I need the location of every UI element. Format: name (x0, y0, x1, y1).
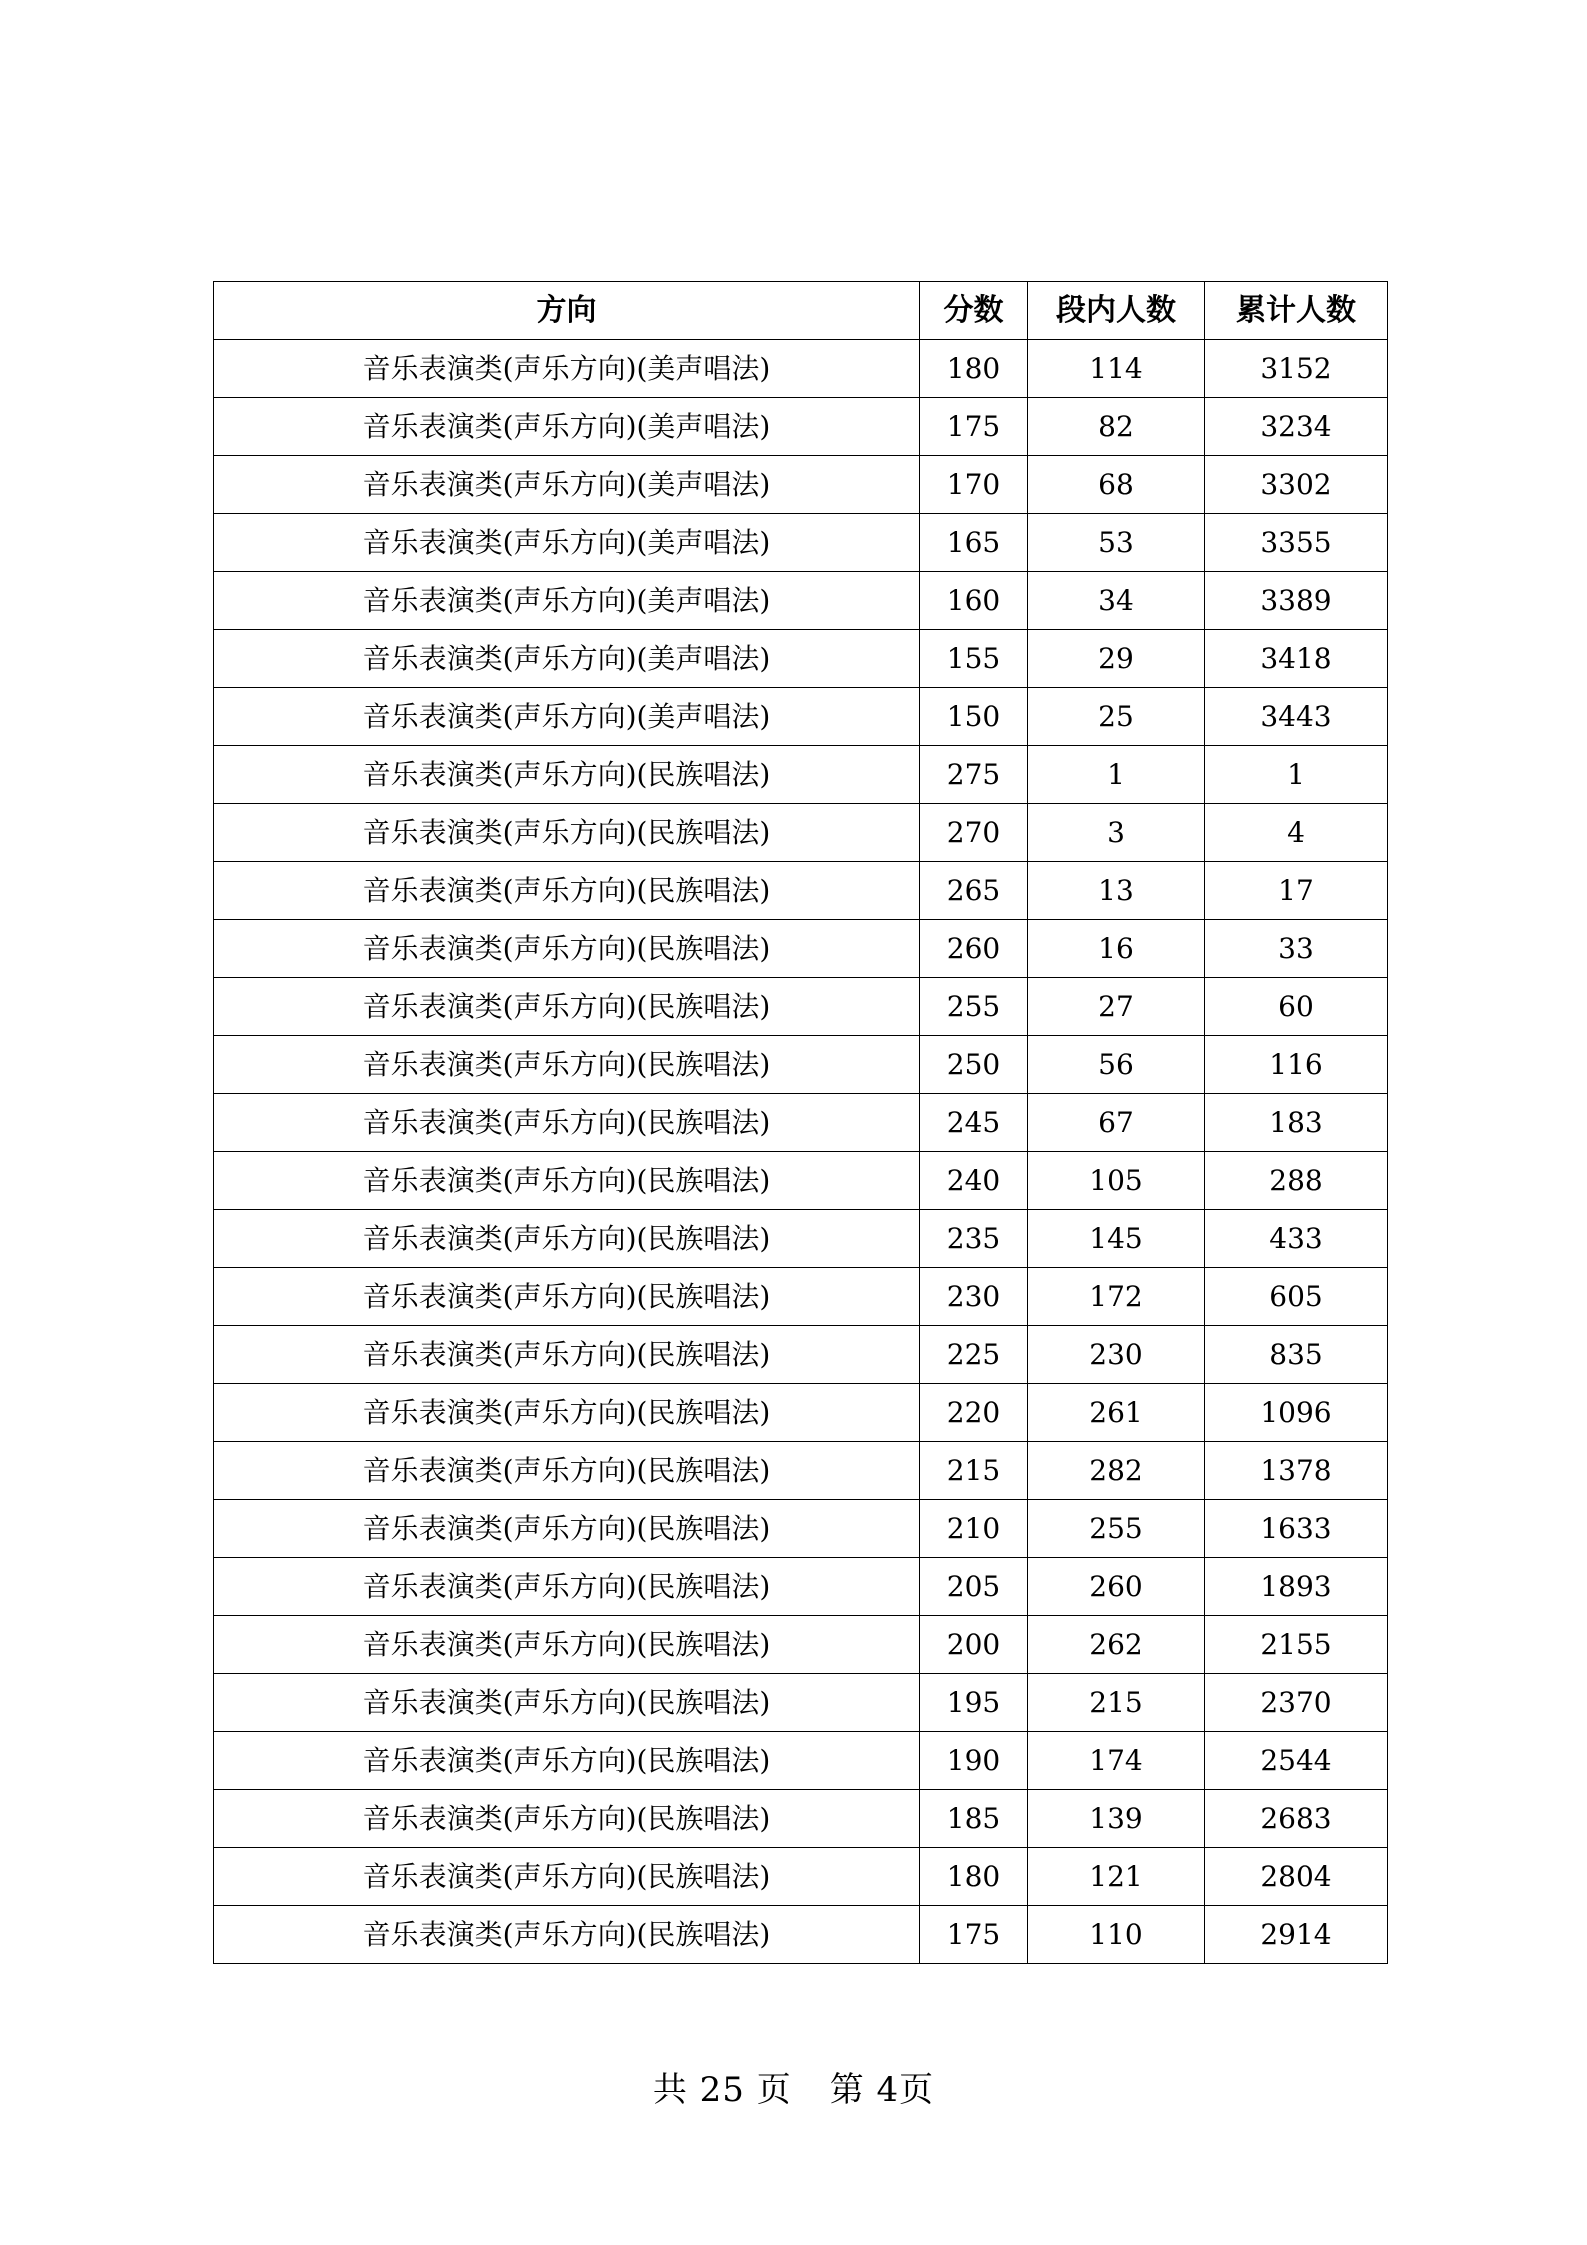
cell-score: 170 (920, 456, 1028, 514)
cell-segment-count: 215 (1028, 1674, 1205, 1732)
cell-direction: 音乐表演类(声乐方向)(民族唱法) (214, 1848, 920, 1906)
cell-segment-count: 174 (1028, 1732, 1205, 1790)
cell-cumulative-count: 17 (1205, 862, 1388, 920)
table-row (214, 572, 1388, 630)
cell-cumulative-count: 2683 (1205, 1790, 1388, 1848)
cell-direction: 音乐表演类(声乐方向)(美声唱法) (214, 514, 920, 572)
table-row (214, 1384, 1388, 1442)
cell-direction: 音乐表演类(声乐方向)(民族唱法) (214, 978, 920, 1036)
cell-score: 230 (920, 1268, 1028, 1326)
cell-segment-count: 260 (1028, 1558, 1205, 1616)
cell-direction: 音乐表演类(声乐方向)(民族唱法) (214, 1094, 920, 1152)
table-row (214, 1616, 1388, 1674)
cell-cumulative-count: 3443 (1205, 688, 1388, 746)
table-row (214, 746, 1388, 804)
cell-score: 265 (920, 862, 1028, 920)
cell-cumulative-count: 2914 (1205, 1906, 1388, 1964)
table-row (214, 514, 1388, 572)
cell-segment-count: 282 (1028, 1442, 1205, 1500)
cell-direction: 音乐表演类(声乐方向)(民族唱法) (214, 1558, 920, 1616)
table-row (214, 804, 1388, 862)
cell-cumulative-count: 3389 (1205, 572, 1388, 630)
cell-cumulative-count: 433 (1205, 1210, 1388, 1268)
cell-direction: 音乐表演类(声乐方向)(民族唱法) (214, 1384, 920, 1442)
cell-direction: 音乐表演类(声乐方向)(民族唱法) (214, 1152, 920, 1210)
cell-segment-count: 53 (1028, 514, 1205, 572)
cell-direction: 音乐表演类(声乐方向)(美声唱法) (214, 630, 920, 688)
cell-cumulative-count: 3302 (1205, 456, 1388, 514)
cell-score: 165 (920, 514, 1028, 572)
cell-cumulative-count: 3152 (1205, 340, 1388, 398)
table-row (214, 1674, 1388, 1732)
header-segment-count: 段内人数 (1028, 282, 1205, 340)
cell-cumulative-count: 2804 (1205, 1848, 1388, 1906)
table-row (214, 456, 1388, 514)
total-pages: 共 25 页 (652, 2070, 792, 2110)
cell-segment-count: 25 (1028, 688, 1205, 746)
cell-cumulative-count: 2155 (1205, 1616, 1388, 1674)
cell-score: 215 (920, 1442, 1028, 1500)
header-direction: 方向 (214, 282, 920, 340)
cell-cumulative-count: 3234 (1205, 398, 1388, 456)
cell-segment-count: 68 (1028, 456, 1205, 514)
cell-cumulative-count: 1096 (1205, 1384, 1388, 1442)
cell-direction: 音乐表演类(声乐方向)(民族唱法) (214, 1732, 920, 1790)
cell-direction: 音乐表演类(声乐方向)(民族唱法) (214, 1210, 920, 1268)
cell-score: 270 (920, 804, 1028, 862)
cell-cumulative-count: 3418 (1205, 630, 1388, 688)
page-footer (0, 2062, 1587, 2111)
cell-cumulative-count: 60 (1205, 978, 1388, 1036)
cell-cumulative-count: 605 (1205, 1268, 1388, 1326)
cell-segment-count: 3 (1028, 804, 1205, 862)
cell-direction: 音乐表演类(声乐方向)(美声唱法) (214, 572, 920, 630)
cell-direction: 音乐表演类(声乐方向)(民族唱法) (214, 804, 920, 862)
cell-segment-count: 262 (1028, 1616, 1205, 1674)
cell-direction: 音乐表演类(声乐方向)(美声唱法) (214, 456, 920, 514)
cell-cumulative-count: 1 (1205, 746, 1388, 804)
current-page: 第 4页 (829, 2070, 935, 2110)
cell-segment-count: 34 (1028, 572, 1205, 630)
table-row (214, 1268, 1388, 1326)
table-row (214, 688, 1388, 746)
cell-direction: 音乐表演类(声乐方向)(民族唱法) (214, 920, 920, 978)
cell-score: 195 (920, 1674, 1028, 1732)
cell-segment-count: 172 (1028, 1268, 1205, 1326)
table-row (214, 340, 1388, 398)
cell-segment-count: 13 (1028, 862, 1205, 920)
cell-direction: 音乐表演类(声乐方向)(民族唱法) (214, 1674, 920, 1732)
cell-score: 240 (920, 1152, 1028, 1210)
cell-cumulative-count: 33 (1205, 920, 1388, 978)
table-row (214, 978, 1388, 1036)
cell-segment-count: 56 (1028, 1036, 1205, 1094)
table-row (214, 1848, 1388, 1906)
cell-cumulative-count: 835 (1205, 1326, 1388, 1384)
cell-segment-count: 230 (1028, 1326, 1205, 1384)
table-header-row (214, 282, 1388, 340)
cell-segment-count: 105 (1028, 1152, 1205, 1210)
cell-direction: 音乐表演类(声乐方向)(民族唱法) (214, 1036, 920, 1094)
cell-cumulative-count: 1633 (1205, 1500, 1388, 1558)
cell-score: 150 (920, 688, 1028, 746)
cell-cumulative-count: 3355 (1205, 514, 1388, 572)
cell-score: 235 (920, 1210, 1028, 1268)
cell-cumulative-count: 2370 (1205, 1674, 1388, 1732)
cell-segment-count: 16 (1028, 920, 1205, 978)
cell-segment-count: 82 (1028, 398, 1205, 456)
cell-score: 205 (920, 1558, 1028, 1616)
table-row (214, 920, 1388, 978)
cell-score: 260 (920, 920, 1028, 978)
cell-direction: 音乐表演类(声乐方向)(美声唱法) (214, 398, 920, 456)
cell-score: 190 (920, 1732, 1028, 1790)
cell-cumulative-count: 116 (1205, 1036, 1388, 1094)
cell-score: 200 (920, 1616, 1028, 1674)
cell-direction: 音乐表演类(声乐方向)(民族唱法) (214, 1616, 920, 1674)
cell-cumulative-count: 2544 (1205, 1732, 1388, 1790)
cell-segment-count: 67 (1028, 1094, 1205, 1152)
table-row (214, 1906, 1388, 1964)
cell-direction: 音乐表演类(声乐方向)(民族唱法) (214, 1500, 920, 1558)
table-row (214, 1732, 1388, 1790)
cell-direction: 音乐表演类(声乐方向)(民族唱法) (214, 1906, 920, 1964)
cell-direction: 音乐表演类(声乐方向)(民族唱法) (214, 1326, 920, 1384)
cell-segment-count: 27 (1028, 978, 1205, 1036)
cell-score: 160 (920, 572, 1028, 630)
cell-cumulative-count: 1893 (1205, 1558, 1388, 1616)
cell-segment-count: 145 (1028, 1210, 1205, 1268)
cell-score: 210 (920, 1500, 1028, 1558)
cell-segment-count: 114 (1028, 340, 1205, 398)
cell-segment-count: 139 (1028, 1790, 1205, 1848)
cell-segment-count: 261 (1028, 1384, 1205, 1442)
table-row (214, 1152, 1388, 1210)
cell-direction: 音乐表演类(声乐方向)(美声唱法) (214, 340, 920, 398)
cell-cumulative-count: 288 (1205, 1152, 1388, 1210)
cell-score: 275 (920, 746, 1028, 804)
header-cumulative-count: 累计人数 (1205, 282, 1388, 340)
cell-direction: 音乐表演类(声乐方向)(民族唱法) (214, 1268, 920, 1326)
table-row (214, 1094, 1388, 1152)
cell-segment-count: 1 (1028, 746, 1205, 804)
cell-score: 255 (920, 978, 1028, 1036)
cell-cumulative-count: 183 (1205, 1094, 1388, 1152)
table-row (214, 1558, 1388, 1616)
table-row (214, 1210, 1388, 1268)
cell-score: 155 (920, 630, 1028, 688)
cell-score: 180 (920, 340, 1028, 398)
cell-score: 220 (920, 1384, 1028, 1442)
cell-direction: 音乐表演类(声乐方向)(民族唱法) (214, 746, 920, 804)
cell-cumulative-count: 1378 (1205, 1442, 1388, 1500)
table-row (214, 1500, 1388, 1558)
cell-score: 250 (920, 1036, 1028, 1094)
cell-direction: 音乐表演类(声乐方向)(民族唱法) (214, 862, 920, 920)
header-score: 分数 (920, 282, 1028, 340)
score-table (213, 281, 1388, 1964)
table-body (214, 340, 1388, 1964)
table-row (214, 1442, 1388, 1500)
cell-direction: 音乐表演类(声乐方向)(美声唱法) (214, 688, 920, 746)
table-row (214, 1036, 1388, 1094)
cell-segment-count: 121 (1028, 1848, 1205, 1906)
cell-segment-count: 255 (1028, 1500, 1205, 1558)
cell-score: 225 (920, 1326, 1028, 1384)
table-row (214, 862, 1388, 920)
cell-segment-count: 29 (1028, 630, 1205, 688)
table-row (214, 398, 1388, 456)
cell-direction: 音乐表演类(声乐方向)(民族唱法) (214, 1442, 920, 1500)
cell-score: 185 (920, 1790, 1028, 1848)
cell-score: 180 (920, 1848, 1028, 1906)
cell-direction: 音乐表演类(声乐方向)(民族唱法) (214, 1790, 920, 1848)
table-row (214, 630, 1388, 688)
table-row (214, 1790, 1388, 1848)
cell-score: 245 (920, 1094, 1028, 1152)
cell-score: 175 (920, 398, 1028, 456)
cell-segment-count: 110 (1028, 1906, 1205, 1964)
cell-cumulative-count: 4 (1205, 804, 1388, 862)
cell-score: 175 (920, 1906, 1028, 1964)
table-row (214, 1326, 1388, 1384)
